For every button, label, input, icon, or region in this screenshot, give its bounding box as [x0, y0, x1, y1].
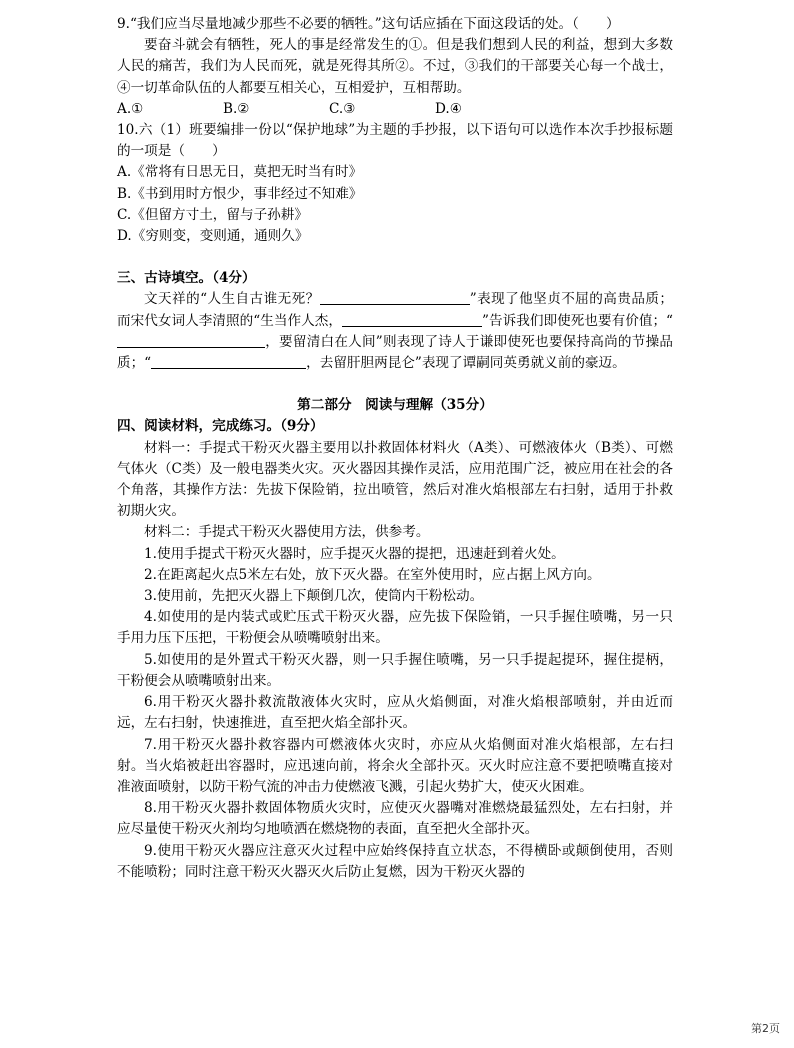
q9-passage: 要奋斗就会有牺牲，死人的事是经常发生的①。但是我们想到人民的利益，想到大多数人民的痛苦，我们为人民而死，就是死得其所②。不过，③我们的干部要关心每一个战士，④一切革命队伍的人都要互相关心，互相爱护，互相帮助。	[117, 37, 673, 96]
q9-option-c: C.③	[329, 100, 356, 117]
section4-heading: 四、阅读材料，完成练习。（9分）	[117, 418, 324, 435]
q10-option-b: B.《书到用时方恨少，事非经过不知难》	[117, 185, 363, 202]
step-5: 5.如使用的是外置式干粉灭火器，则一只手握住喷嘴，另一只手提起提环，握住提柄，干粉便会从喷嘴喷射出来。	[117, 651, 673, 689]
step-8: 8.用干粉灭火器扑救固体物质火灾时，应使灭火器嘴对准燃烧最猛烈处，左右扫射，并应尽量使干粉灭火剂均匀地喷洒在燃烧物的表面，直至把火全部扑灭。	[117, 800, 673, 838]
q9-option-d: D.④	[435, 100, 462, 117]
blank-4[interactable]	[151, 354, 306, 369]
blank-2[interactable]	[342, 312, 482, 327]
q9-options	[117, 99, 673, 120]
q10-option-c: C.《但留方寸土，留与子孙耕》	[117, 206, 308, 223]
q10-stem: 10.六（1）班要编排一份以“保护地球”为主题的手抄报，以下语句可以选作本次手抄报标题的一项是（ ）	[117, 122, 673, 160]
q9-stem: 9.“我们应当尽量地减少那些不必要的牺牲。”这句话应插在下面这段话的处。（ ）	[117, 16, 620, 32]
blank-3[interactable]	[117, 333, 265, 348]
step-6: 6.用干粉灭火器扑救流散液体火灾时，应从火焰侧面，对准火焰根部喷射，并由近而远，左右扫射，快速推进，直至把火焰全部扑灭。	[117, 694, 673, 732]
material-1: 材料一：手提式干粉灭火器主要用以扑救固体材料火（A类）、可燃液体火（B类）、可燃气体火（C类）及一般电器类火灾。灭火器因其操作灵活，应用范围广泛，被应用在社会的各个角落，其操作方法：先拔下保险销，拉出喷管，然后对准火焰根部左右扫射，适用于扑救初期火灾。	[117, 439, 673, 520]
section3-heading: 三、古诗填空。（4分）	[117, 270, 256, 287]
material-2-title: 材料二：手提式干粉灭火器使用方法，供参考。	[144, 524, 430, 541]
section3-body: 文天祥的“人生自古谁无死？ ”表现了他坚贞不屈的高贵品质；而宋代女词人李清照的“生当作人杰， ”告诉我们即使死也要有价值；“，要留清白在人间”则表现了诗人于谦即使死也要保持高尚的节操品质；“ ，去留肝胆两昆仑”表现了谭嗣同英勇就义前的豪迈。	[117, 291, 674, 372]
step-2: 2.在距离起火点5米左右处，放下灭火器。在室外使用时，应占据上风方向。	[144, 566, 601, 583]
q9-option-a: A.①	[117, 100, 144, 117]
q10-option-a: A.《常将有日思无日，莫把无时当有时》	[117, 164, 363, 181]
step-1: 1.使用手提式干粉灭火器时，应手提灭火器的提把，迅速赶到着火处。	[144, 545, 565, 562]
step-7: 7.用干粉灭火器扑救容器内可燃液体火灾时，亦应从火焰侧面对准火焰根部，左右扫射。当火焰被赶出容器时，应迅速向前，将余火全部扑灭。灭火时应注意不要把喷嘴直接对准液面喷射，以防干粉气流的冲击力使燃液飞溅，引起火势扩大，使灭火困难。	[117, 736, 673, 795]
blank-1[interactable]	[320, 290, 470, 305]
step-3: 3.使用前，先把灭火器上下颠倒几次，使筒内干粉松动。	[144, 588, 484, 605]
q10-option-d: D.《穷则变，变则通，通则久》	[117, 228, 309, 245]
exam-page	[117, 14, 673, 883]
step-9: 9.使用干粉灭火器应注意灭火过程中应始终保持直立状态，不得横卧或颠倒使用，否则不能喷粉；同时注意干粉灭火器灭火后防止复燃，因为干粉灭火器的	[117, 842, 673, 880]
q9-option-b: B.②	[223, 100, 250, 117]
step-4: 4.如使用的是内装式或贮压式干粉灭火器，应先拔下保险销，一只手握住喷嘴，另一只手用力压下压把，干粉便会从喷嘴喷射出来。	[117, 609, 673, 647]
page-number: 第2页	[751, 1022, 780, 1035]
part2-title: 第二部分 阅读与理解（35分）	[297, 397, 493, 414]
